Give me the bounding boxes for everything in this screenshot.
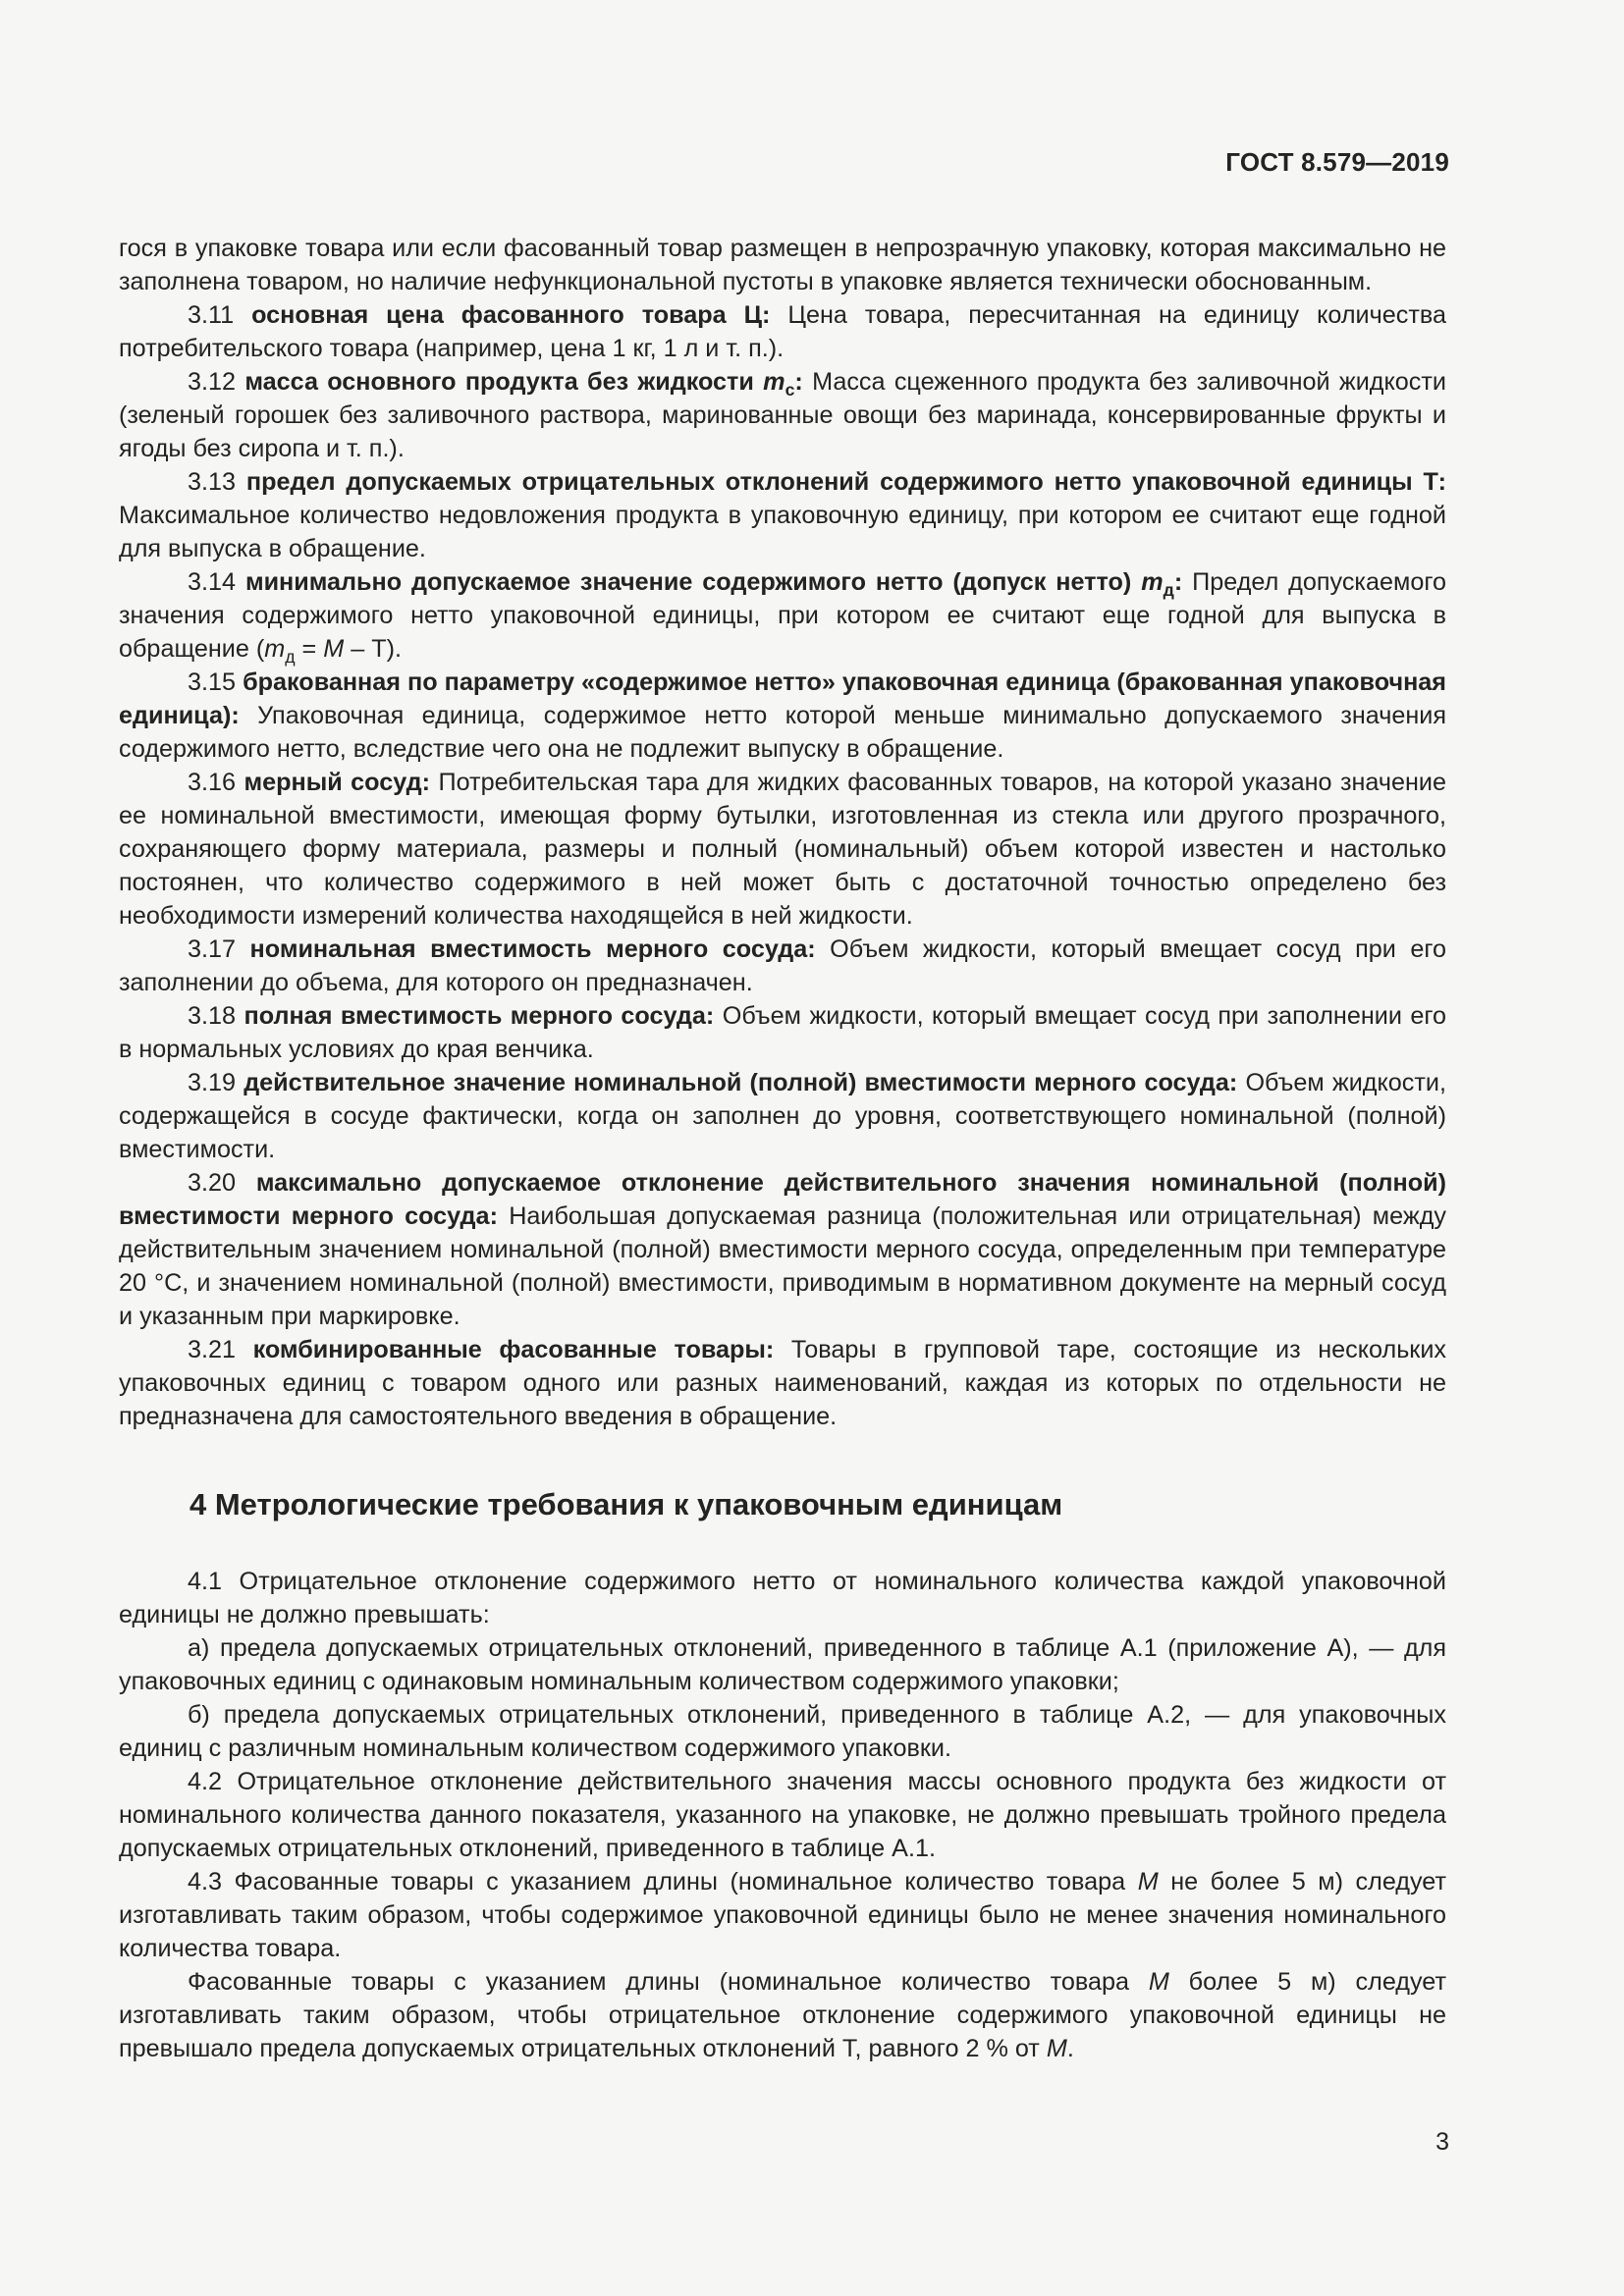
clause-number: 3.16 xyxy=(188,769,244,796)
clause-3-12 xyxy=(119,365,1446,465)
definition-text: Наибольшая допускаемая разница (положительная или отрицательная) между действительным значением номинальной (полной) вместимости мерного сосуда, определенным при температуре 20 °С, и значением номинальной (полной) вместимости, приводимым в нормативном документе на мерный сосуд и указанным при маркировке. xyxy=(119,1202,1446,1330)
definition-text: Товары в групповой таре, состоящие из нескольких упаковочных единиц с товаром одного или разных наименований, каждая из которых по отдельности не предназначена для самостоятельного введения в обращение. xyxy=(119,1336,1446,1430)
definition-text: Цена товара, пересчитанная на единицу количества потребительского товара (например, цена 1 кг, 1 л и т. п.). xyxy=(119,301,1446,362)
clause-number: 3.12 xyxy=(188,368,245,396)
term: комбинированные фасованные товары: xyxy=(252,1336,775,1363)
clause-3-16 xyxy=(119,766,1446,933)
clause-number: 3.11 xyxy=(188,301,252,329)
term-symbol: m xyxy=(1141,568,1164,596)
clause-3-21 xyxy=(119,1333,1446,1433)
clause-3-20 xyxy=(119,1166,1446,1333)
clause-3-13 xyxy=(119,465,1446,565)
clause-4-3: 4.3 Фасованные товары с указанием длины (номинальное количество товара M не более 5 м) следует изготавливать таким образом, чтобы содержимое упаковочной единицы было не менее значения номинального количества товара. xyxy=(119,1868,1446,1962)
clause-3-14: 3.14 минимально допускаемое значение содержимого нетто (допуск нетто) $m_д$: Предел допускаемого значения содержимого нетто упаковочной единицы, при котором ее считают еще годной для выпуска в обращение $(m_д = M - Т)$. xyxy=(119,568,1446,667)
clause-3-17 xyxy=(119,933,1446,999)
clause-number: 3.14 xyxy=(188,568,245,596)
clause-number: 3.18 xyxy=(188,1002,244,1030)
term: полная вместимость мерного сосуда: xyxy=(244,1002,715,1030)
clause-4-1-a: а) предела допускаемых отрицательных отклонений, приведенного в таблице А.1 (приложение А), — для упаковочных единиц с одинаковым номинальным количеством содержимого упаковки; xyxy=(119,1634,1446,1695)
term-symbol: m xyxy=(763,368,785,396)
definition-text: Масса сцеженного продукта без заливочной жидкости (зеленый горошек без заливочного раствора, маринованные овощи без маринада, консервированные фрукты и ягоды без сиропа и т. п.). xyxy=(119,368,1446,462)
definition-text: Объем жидкости, содержащейся в сосуде фактически, когда он заполнен до уровня, соответствующего номинальной (полной) вместимости. xyxy=(119,1069,1446,1163)
definition-text: Предел допускаемого значения содержимого нетто упаковочной единицы, при котором ее считают еще годной для выпуска в обращение ( xyxy=(119,568,1446,663)
term: масса основного продукта без жидкости $m_с$: xyxy=(244,368,803,400)
clause-number: 3.15 xyxy=(188,668,244,696)
page-number: 3 xyxy=(1435,2128,1449,2156)
definition-text: Объем жидкости, который вмещает сосуд при заполнении его в нормальных условиях до края венчика. xyxy=(119,1002,1447,1063)
clause-3-18 xyxy=(119,999,1446,1066)
definitions-list xyxy=(119,232,1446,1433)
term: бракованная по параметру «содержимое нетто» упаковочная единица (бракованная упаковочная единица): xyxy=(119,668,1446,729)
symbol-m: M xyxy=(1046,2035,1067,2062)
definition-text: Потребительская тара для жидких фасованных товаров, на которой указано значение ее номинальной вместимости, имеющая форму бутылки, изготовленная из стекла или другого прозрачного, сохраняющего форму материала, размеры и полный (номинальный) объем которой известен и настолько постоянен, что количество содержимого в ней может быть с достаточной точностью определено без необходимости измерений количества находящейся в ней жидкости. xyxy=(119,769,1446,930)
clause-number: 3.17 xyxy=(188,935,250,963)
term: минимально допускаемое значение содержимого нетто (допуск нетто) $m_д$: xyxy=(244,568,1183,601)
term: максимально допускаемое отклонение действительного значения номинальной (полной) вместимости мерного сосуда: xyxy=(119,1169,1446,1230)
term: мерный сосуд: xyxy=(244,769,431,796)
clause-3-19 xyxy=(119,1066,1446,1166)
clause-4-1: 4.1 Отрицательное отклонение содержимого нетто от номинального количества каждой упаковочной единицы не должно превышать: xyxy=(119,1568,1446,1629)
section-4-heading: 4 Метрологические требования к упаковочным единицам xyxy=(189,1487,1063,1522)
clause-4-2: 4.2 Отрицательное отклонение действительного значения массы основного продукта без жидкости от номинального количества данного показателя, указанного на упаковке, не должно превышать тройного предела допускаемых отрицательных отклонений, приведенного в таблице А.1. xyxy=(119,1768,1446,1862)
term: номинальная вместимость мерного сосуда: xyxy=(249,935,816,963)
clause-number: 3.13 xyxy=(188,468,246,496)
symbol-m: M xyxy=(1137,1868,1159,1896)
definition-text: Упаковочная единица, содержимое нетто которой меньше минимально допускаемого значения содержимого нетто, вследствие чего она не подлежит выпуску в обращение. xyxy=(119,702,1446,763)
clause-number: 3.20 xyxy=(188,1169,256,1197)
term: предел допускаемых отрицательных отклонений содержимого нетто упаковочной единицы Т: xyxy=(245,468,1446,496)
clause-4-3-cont: Фасованные товары с указанием длины (номинальное количество товара M более 5 м) следует изготавливать таким образом, чтобы отрицательное отклонение содержимого упаковочной единицы не превышало предела допускаемых отрицательных отклонений Т, равного 2 % от M. xyxy=(119,1968,1446,2062)
standard-code: ГОСТ 8.579—2019 xyxy=(1225,147,1449,177)
clause-4-1-b: б) предела допускаемых отрицательных отклонений, приведенного в таблице А.2, — для упаковочных единиц с различным номинальным количеством содержимого упаковки. xyxy=(119,1701,1446,1762)
term: действительное значение номинальной (полной) вместимости мерного сосуда: xyxy=(244,1069,1238,1096)
clause-number: 3.21 xyxy=(188,1336,253,1363)
definition-text: Максимальное количество недовложения продукта в упаковочную единицу, при котором ее считают еще годной для выпуска в обращение. xyxy=(119,502,1446,562)
definition-text: гося в упаковке товара или если фасованный товар размещен в непрозрачную упаковку, которая максимально не заполнена товаром, но наличие нефункциональной пустоты в упаковке является технически обоснованным. xyxy=(119,235,1446,295)
term: основная цена фасованного товара Ц: xyxy=(251,301,771,329)
clause-3-11 xyxy=(119,298,1446,365)
clause-number: 3.19 xyxy=(188,1069,244,1096)
page-body xyxy=(119,232,1446,2065)
continued-text xyxy=(119,232,1446,298)
definition-text: Объем жидкости, который вмещает сосуд при его заполнении до объема, для которого он предназначен. xyxy=(119,935,1446,996)
clause-3-15 xyxy=(119,666,1446,766)
symbol-m: M xyxy=(1148,1968,1169,1996)
